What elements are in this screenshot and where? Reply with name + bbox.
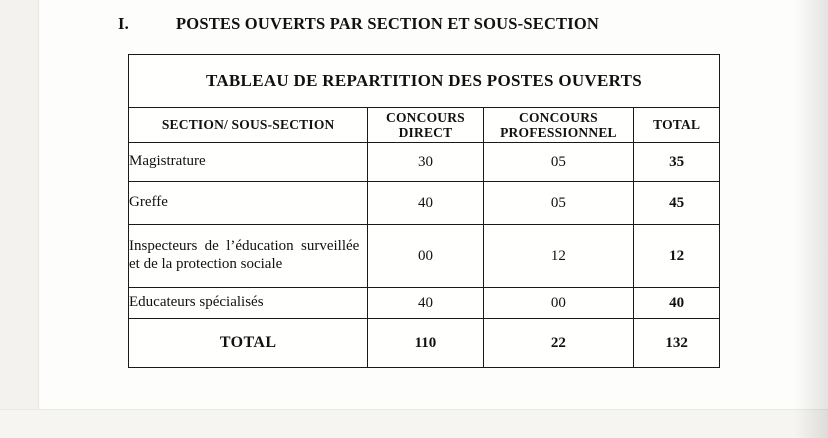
column-header-concours-direct-line1: CONCOURS bbox=[386, 109, 465, 125]
cell-total-direct: 110 bbox=[368, 319, 483, 368]
cell-inspecteurs-total: 12 bbox=[634, 225, 720, 288]
table-row bbox=[129, 288, 720, 319]
posts-table-container bbox=[128, 54, 720, 368]
row-label-inspecteurs: Inspecteurs de l’éducation surveillée et de la protection sociale bbox=[129, 225, 368, 288]
table-row bbox=[129, 225, 720, 288]
table-header-row bbox=[129, 108, 720, 143]
row-label-magistrature: Magistrature bbox=[129, 143, 368, 182]
column-header-concours-professionnel bbox=[483, 108, 634, 143]
cell-magistrature-direct: 30 bbox=[368, 143, 483, 182]
cell-inspecteurs-professionnel: 12 bbox=[483, 225, 634, 288]
table-row bbox=[129, 182, 720, 225]
row-label-total: TOTAL bbox=[129, 319, 368, 368]
column-header-concours-professionnel-line2: PROFESSIONNEL bbox=[500, 125, 617, 140]
page-bottom-margin bbox=[0, 409, 828, 438]
section-heading bbox=[118, 14, 599, 34]
row-label-greffe: Greffe bbox=[129, 182, 368, 225]
page-left-margin bbox=[0, 0, 38, 438]
table-total-row bbox=[129, 319, 720, 368]
posts-distribution-table bbox=[128, 54, 720, 368]
section-number: I. bbox=[118, 14, 129, 33]
cell-educateurs-professionnel: 00 bbox=[483, 288, 634, 319]
cell-educateurs-total: 40 bbox=[634, 288, 720, 319]
column-header-concours-direct-line2: DIRECT bbox=[398, 125, 453, 140]
cell-total-professionnel: 22 bbox=[483, 319, 634, 368]
cell-greffe-total: 45 bbox=[634, 182, 720, 225]
row-label-educateurs: Educateurs spécialisés bbox=[129, 288, 368, 319]
cell-greffe-professionnel: 05 bbox=[483, 182, 634, 225]
column-header-total: TOTAL bbox=[634, 108, 720, 143]
cell-greffe-direct: 40 bbox=[368, 182, 483, 225]
cell-educateurs-direct: 40 bbox=[368, 288, 483, 319]
cell-inspecteurs-direct: 00 bbox=[368, 225, 483, 288]
section-title: POSTES OUVERTS PAR SECTION ET SOUS-SECTION bbox=[176, 14, 600, 33]
column-header-concours-direct bbox=[368, 108, 483, 143]
cell-grand-total: 132 bbox=[634, 319, 720, 368]
table-row bbox=[129, 143, 720, 182]
table-caption: TABLEAU DE REPARTITION DES POSTES OUVERTS bbox=[129, 55, 720, 108]
column-header-concours-professionnel-line1: CONCOURS bbox=[519, 109, 598, 125]
cell-magistrature-total: 35 bbox=[634, 143, 720, 182]
cell-magistrature-professionnel: 05 bbox=[483, 143, 634, 182]
column-header-section: SECTION/ SOUS-SECTION bbox=[129, 108, 368, 143]
table-caption-row bbox=[129, 55, 720, 108]
